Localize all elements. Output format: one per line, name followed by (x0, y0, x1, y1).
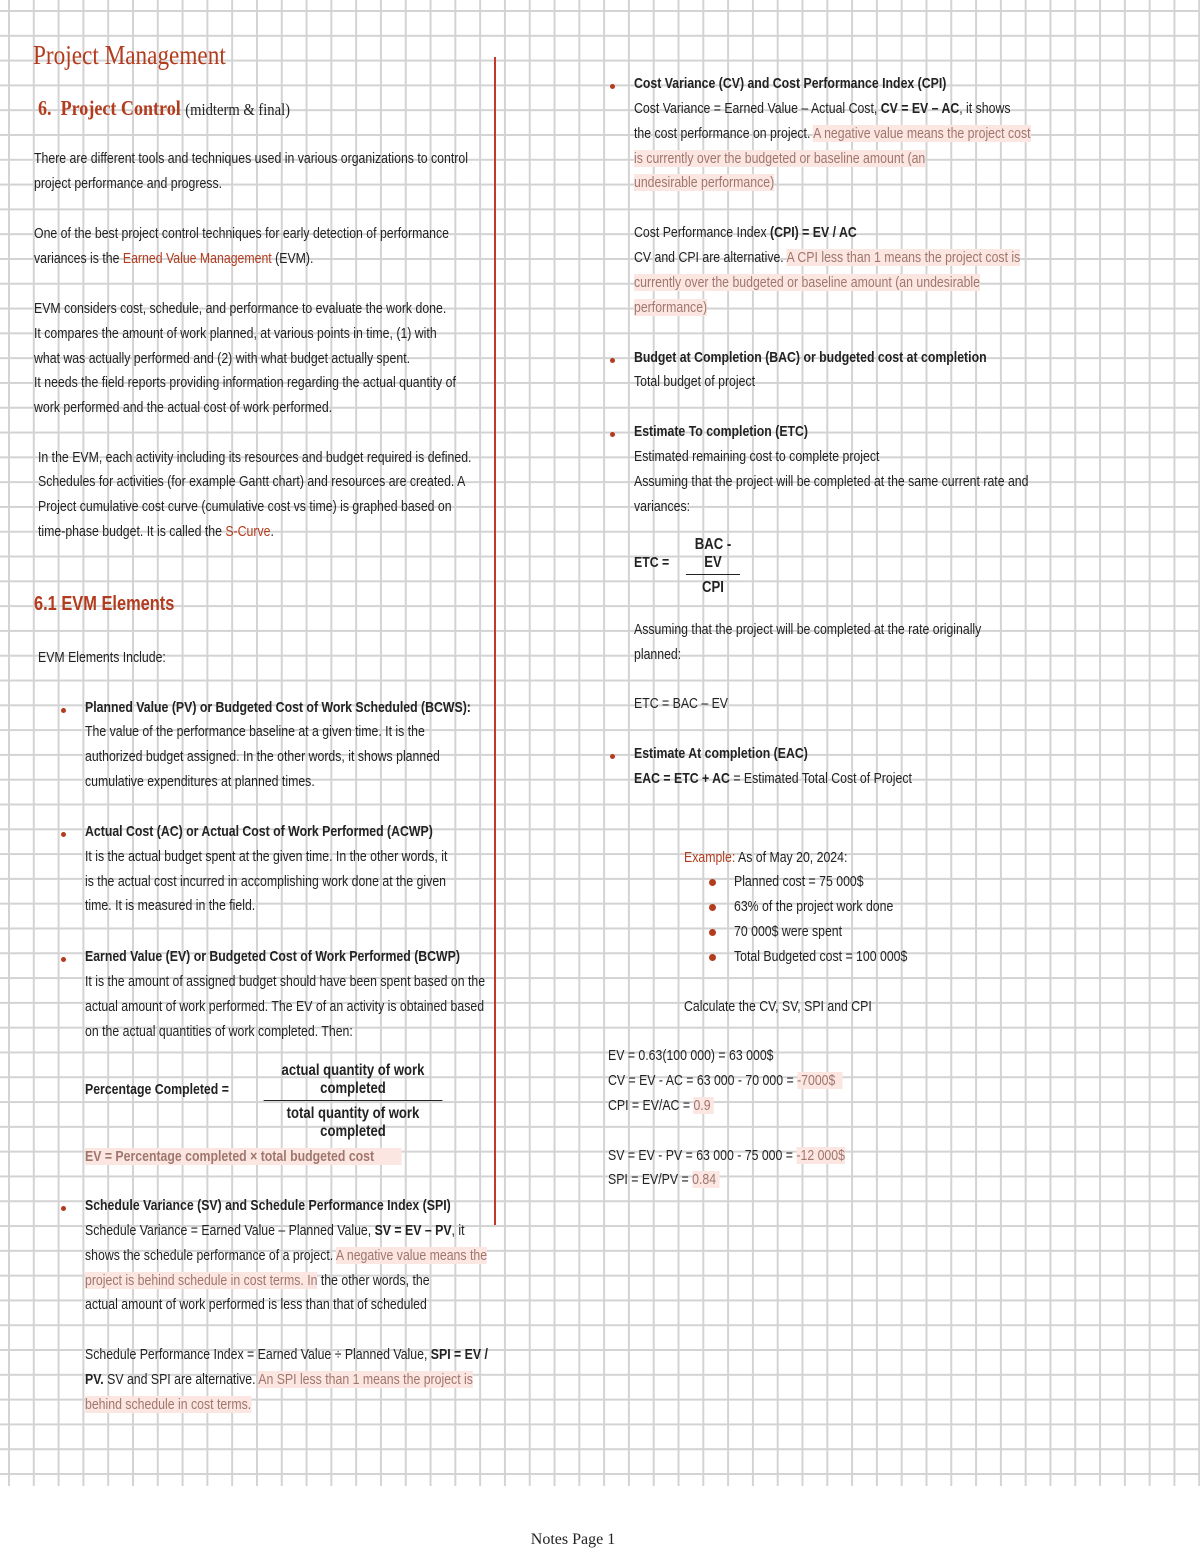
etc-formula2: ETC = BAC – EV (634, 695, 728, 712)
ac-line1: It is the actual budget spent at the given time. In the other words, it (85, 848, 448, 865)
pv-title: Planned Value (PV) or Budgeted Cost of Work Scheduled (BCWS): (85, 699, 471, 716)
ev-line3: on the actual quantities of work completed. Then: (85, 1023, 353, 1040)
heading-title: Project Control (60, 96, 181, 120)
sv-line3: project is behind schedule in cost terms. In the other words, the (85, 1272, 430, 1289)
etc-title: Estimate To completion (ETC) (634, 423, 809, 440)
bullet-icon (610, 432, 615, 437)
example-task: Calculate the CV, SV, SPI and CPI (684, 998, 872, 1015)
sv-title: Schedule Variance (SV) and Schedule Performance Index (SPI) (85, 1197, 451, 1214)
bullet-icon (610, 754, 615, 759)
eac-formula: EAC = ETC + AC = Estimated Total Cost of Project (634, 770, 912, 787)
fraction-numerator: actual quantity of work completed (264, 1062, 443, 1101)
cv-line1: Cost Variance = Earned Value – Actual Cost, CV = EV – AC, it shows (634, 100, 1011, 117)
evm-link: Earned Value Management (122, 250, 272, 267)
cv-calc: CV = EV - AC = 63 000 - 70 000 = -7000$ (608, 1069, 842, 1094)
spi-line1: Schedule Performance Index = Earned Value ÷ Planned Value, SPI = EV / (85, 1346, 488, 1363)
etc-line2: Assuming that the project will be completed at the same current rate and (634, 473, 1029, 490)
heading-subtitle: (midterm & final) (185, 100, 291, 119)
spi-calc: SPI = EV/PV = 0.84 (608, 1168, 719, 1193)
sv-line4: actual amount of work performed is less than that of scheduled (85, 1296, 427, 1313)
page-title: Project Management (33, 40, 226, 70)
eac-title: Estimate At completion (EAC) (634, 745, 808, 762)
spi-line3: behind schedule in cost terms. (85, 1396, 252, 1413)
intro-p3-line2: It compares the amount of work planned, at various points in time, (1) with (34, 325, 437, 342)
cv-title: Cost Variance (CV) and Cost Performance Index (CPI) (634, 75, 947, 92)
bullet-icon (709, 929, 716, 936)
intro-p2-line1: One of the best project control techniques for early detection of performance (34, 225, 450, 242)
ac-line2: is the actual cost incurred in accomplishing work done at the given (85, 873, 447, 890)
intro-p4-line3: Project cumulative cost curve (cumulative cost vs time) is graphed based on (38, 498, 452, 515)
intro-p3-line3: what was actually performed and (2) with what budget actually spent. (34, 350, 411, 367)
intro-p1-line2: project performance and progress. (34, 175, 223, 192)
bullet-icon (610, 358, 615, 363)
page-footer: Notes Page 1 (530, 1531, 616, 1548)
intro-p3-line4: It needs the field reports providing information regarding the actual quantity of (34, 374, 456, 391)
section-title: 6.1 EVM Elements (34, 593, 175, 615)
ac-title: Actual Cost (AC) or Actual Cost of Work Performed (ACWP) (85, 823, 433, 840)
bullet-icon (709, 879, 716, 886)
etc-line3: variances: (634, 498, 691, 515)
intro-p4-line2: Schedules for activities (for example Gantt chart) and resources are created. A (38, 473, 466, 490)
cpi-calc: CPI = EV/AC = 0.9 (608, 1094, 714, 1119)
intro-p1-line1: There are different tools and techniques used in various organizations to control (34, 150, 468, 167)
example-heading: Example: As of May 20, 2024: (684, 849, 848, 866)
sv-calc: SV = EV - PV = 63 000 - 75 000 = -12 000$ (608, 1147, 845, 1164)
intro-p3-line1: EVM considers cost, schedule, and performance to evaluate the work done. (34, 300, 447, 317)
example-item: Planned cost = 75 000$ (734, 873, 864, 890)
bullet-icon (610, 84, 615, 89)
cpi-line4: performance) (634, 299, 708, 316)
bullet-icon (61, 1206, 66, 1211)
bullet-icon (709, 904, 716, 911)
percentage-formula-label: Percentage Completed = (85, 1081, 229, 1098)
cv-line3: is currently over the budgeted or baseline amount (an (634, 150, 926, 167)
section-heading (38, 96, 290, 121)
ev-title: Earned Value (EV) or Budgeted Cost of Work Performed (BCWP) (85, 948, 460, 965)
etc-fraction (680, 536, 746, 597)
example-label: Example: (684, 849, 736, 866)
spi-line2: PV. SV and SPI are alternative. An SPI less than 1 means the project is (85, 1371, 473, 1388)
ev-line2: actual amount of work performed. The EV of an activity is obtained based (85, 998, 485, 1015)
cpi-line2: CV and CPI are alternative. A CPI less than 1 means the project cost is (634, 249, 1021, 266)
etc-line5: planned: (634, 646, 682, 663)
sv-result: -12 000$ (796, 1147, 845, 1164)
cpi-line1: Cost Performance Index (CPI) = EV / AC (634, 224, 857, 241)
pv-line3: cumulative expenditures at planned times. (85, 773, 315, 790)
pv-line1: The value of the performance baseline at a given time. It is the (85, 723, 425, 740)
cv-line2: the cost performance on project. A negative value means the project cost (634, 125, 1031, 142)
intro-p2-line2: variances is the Earned Value Management (EVM). (34, 250, 314, 267)
spi-result: 0.84 (692, 1171, 717, 1188)
percentage-fraction (244, 1062, 462, 1141)
bullet-icon (709, 954, 716, 961)
etc-formula-label: ETC = (634, 554, 670, 571)
bullet-icon (61, 957, 66, 962)
ev-line1: It is the amount of assigned budget should have been spent based on the (85, 973, 486, 990)
bullet-icon (61, 708, 66, 713)
fraction-denominator: total quantity of work completed (286, 1105, 420, 1140)
cv-result: -7000$ (797, 1072, 836, 1089)
ev-calc: EV = 0.63(100 000) = 63 000$ (608, 1047, 774, 1064)
example-item: 70 000$ were spent (734, 923, 843, 940)
intro-p4-line4: time-phase budget. It is called the S-Curve. (38, 523, 274, 540)
example-item: 63% of the project work done (734, 898, 894, 915)
etc-line4: Assuming that the project will be completed at the rate originally (634, 621, 982, 638)
etc-numerator: BAC - EV (686, 536, 740, 575)
intro-p4-line1: In the EVM, each activity including its resources and budget required is defined. (38, 449, 472, 466)
cv-line4: undesirable performance) (634, 174, 775, 191)
bullet-icon (61, 832, 66, 837)
s-curve-link: S-Curve (225, 523, 271, 540)
example-item: Total Budgeted cost = 100 000$ (734, 948, 908, 965)
intro-p3-line5: work performed and the actual cost of work performed. (34, 399, 333, 416)
bac-line: Total budget of project (634, 373, 756, 390)
cpi-line3: currently over the budgeted or baseline amount (an undesirable (634, 274, 980, 291)
heading-number: 6. (38, 96, 52, 120)
bac-title: Budget at Completion (BAC) or budgeted cost at completion (634, 349, 987, 366)
ac-line3: time. It is measured in the field. (85, 897, 256, 914)
etc-line1: Estimated remaining cost to complete project (634, 448, 880, 465)
margin-rule (494, 57, 496, 1225)
sv-line1: Schedule Variance = Earned Value – Planned Value, SV = EV – PV, it (85, 1222, 465, 1239)
etc-denominator: CPI (702, 579, 724, 596)
pv-line2: authorized budget assigned. In the other words, it shows planned (85, 748, 440, 765)
sv-line2: shows the schedule performance of a project. A negative value means the (85, 1247, 488, 1264)
cpi-result: 0.9 (693, 1097, 711, 1114)
section-intro: EVM Elements Include: (38, 649, 166, 666)
ev-formula: EV = Percentage completed × total budgeted cost (85, 1145, 401, 1170)
